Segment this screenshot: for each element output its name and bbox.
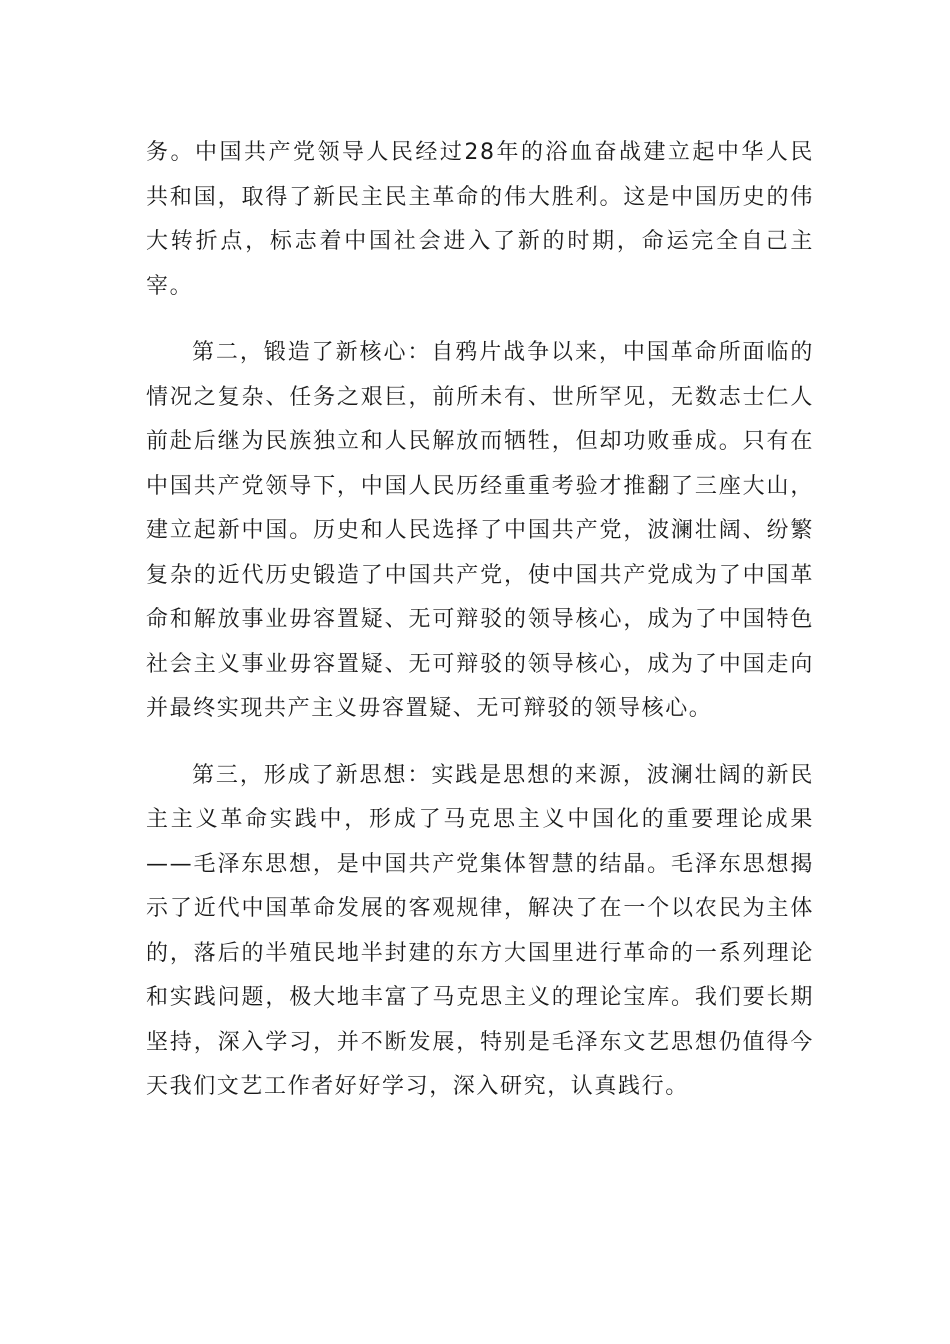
paragraph-continuation: 务。中国共产党领导人民经过28年的浴血奋战建立起中华人民共和国，取得了新民主民主革命的伟大胜利。这是中国历史的伟大转折点，标志着中国社会进入了新的时期，命运完全自己主宰。	[146, 140, 814, 299]
document-body	[146, 131, 814, 1110]
paragraph-third-new-thought: 第三，形成了新思想：实践是思想的来源，波澜壮阔的新民主主义革命实践中，形成了马克思主义中国化的重要理论成果——毛泽东思想，是中国共产党集体智慧的结晶。毛泽东思想揭示了近代中国革命发展的客观规律，解决了在一个以农民为主体的，落后的半殖民地半封建的东方大国里进行革命的一系列理论和实践问题，极大地丰富了马克思主义的理论宝库。我们要长期坚持，深入学习，并不断发展，特别是毛泽东文艺思想仍值得今天我们文艺工作者好好学习，深入研究，认真践行。	[146, 762, 814, 1099]
paragraph-gap	[146, 309, 814, 331]
paragraph-gap	[146, 732, 814, 754]
paragraph-second-new-core: 第二，锻造了新核心：自鸦片战争以来，中国革命所面临的情况之复杂、任务之艰巨，前所未有、世所罕见，无数志士仁人前赴后继为民族独立和人民解放而牺牲，但却功败垂成。只有在中国共产党领导下，中国人民历经重重考验才推翻了三座大山，建立起新中国。历史和人民选择了中国共产党，波澜壮阔、纷繁复杂的近代历史锻造了中国共产党，使中国共产党成为了中国革命和解放事业毋容置疑、无可辩驳的领导核心，成为了中国特色社会主义事业毋容置疑、无可辩驳的领导核心，成为了中国走向并最终实现共产主义毋容置疑、无可辩驳的领导核心。	[146, 340, 814, 721]
